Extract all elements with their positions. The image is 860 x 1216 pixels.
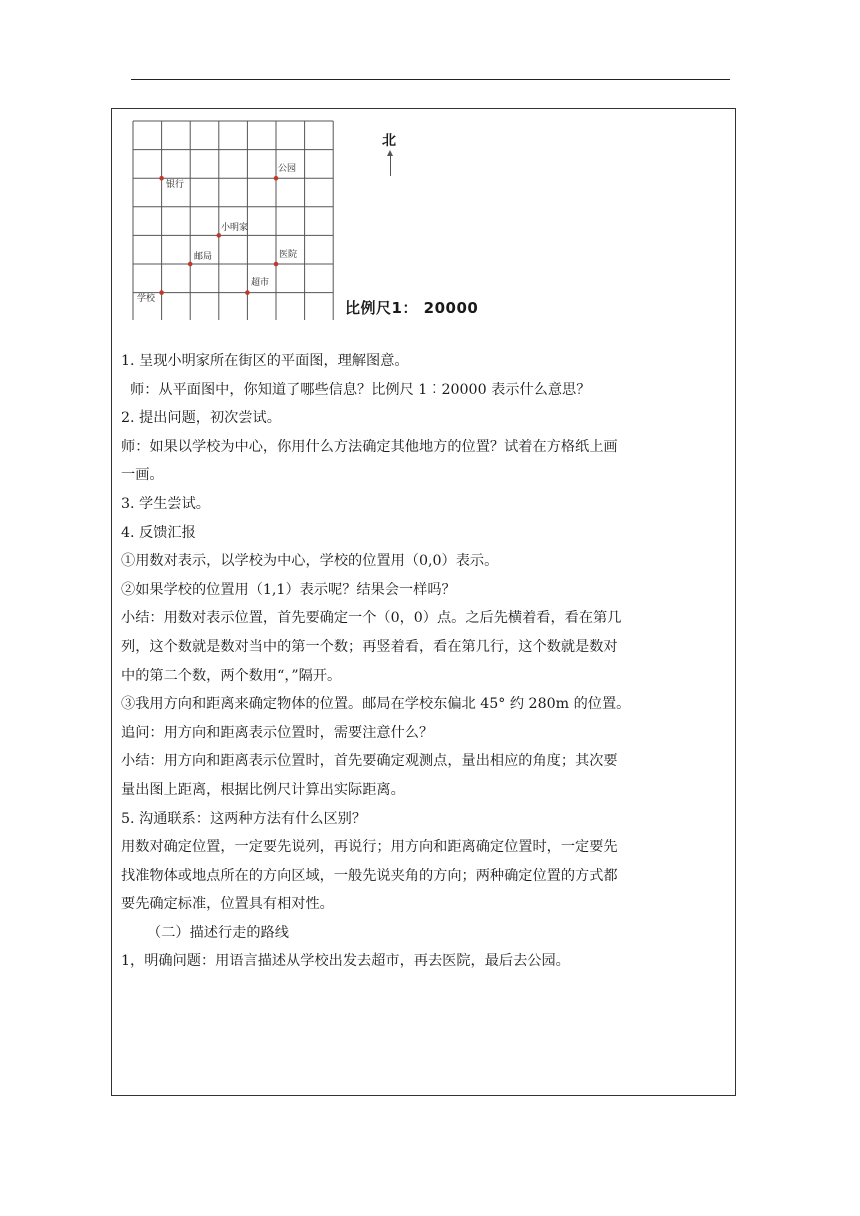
map-label-hospital: 医院 bbox=[279, 250, 298, 260]
header-rule bbox=[131, 79, 730, 80]
text-line: 一画。 bbox=[121, 467, 164, 484]
map-label-post-office: 邮局 bbox=[194, 252, 213, 262]
text-line: 要先确定标准，位置具有相对性。 bbox=[121, 896, 334, 913]
text-line: 追问：用方向和距离表示位置时，需要注意什么？ bbox=[121, 724, 434, 741]
map-label-park: 公园 bbox=[278, 164, 297, 174]
bank-point bbox=[159, 176, 164, 181]
text-line: 用数对确定位置，一定要先说列，再说行；用方向和距离确定位置时，一定要先 bbox=[121, 839, 618, 856]
hospital-point bbox=[274, 262, 279, 267]
text-line: 量出图上距离，根据比例尺计算出实际距离。 bbox=[121, 781, 405, 798]
school-point bbox=[159, 290, 164, 295]
text-line: 2. 提出问题，初次尝试。 bbox=[121, 410, 281, 427]
park-point bbox=[274, 176, 279, 181]
map-svg bbox=[131, 120, 335, 320]
map-label-xiaoming-home: 小明家 bbox=[221, 223, 249, 233]
text-line: ②如果学校的位置用（1,1）表示呢？结果会一样吗？ bbox=[121, 581, 456, 598]
north-indicator bbox=[378, 130, 404, 180]
map-label-school: 学校 bbox=[137, 294, 156, 304]
text-line: 1. 呈现小明家所在街区的平面图，理解图意。 bbox=[121, 353, 409, 369]
text-line: 师：从平面图中，你知道了哪些信息？比例尺 1︰20000 表示什么意思？ bbox=[130, 381, 591, 398]
text-line: 4. 反馈汇报 bbox=[121, 524, 196, 541]
text-line: 小结：用数对表示位置，首先要确定一个（0，0）点。之后先横着看，看在第几 bbox=[121, 610, 622, 627]
north-arrow-icon bbox=[390, 152, 391, 176]
map-scale: 比例尺1： 20000 bbox=[345, 299, 479, 317]
street-map-grid bbox=[131, 120, 335, 320]
map-label-bank: 银行 bbox=[166, 180, 185, 190]
lesson-body bbox=[121, 347, 729, 976]
supermarket-point bbox=[245, 290, 250, 295]
text-line: 列，这个数就是数对当中的第一个数；再竖着看，看在第几行，这个数就是数对 bbox=[121, 638, 618, 655]
xiaoming-home-point bbox=[217, 233, 222, 238]
section-heading: （二）描述行走的路线 bbox=[147, 924, 289, 941]
text-line: 5. 沟通联系：这两种方法有什么区别？ bbox=[121, 810, 367, 827]
text-line: ①用数对表示，以学校为中心，学校的位置用（0,0）表示。 bbox=[121, 553, 499, 570]
text-line: 小结：用方向和距离表示位置时，首先要确定观测点，量出相应的角度；其次要 bbox=[121, 753, 618, 770]
text-line: ③我用方向和距离来确定物体的位置。邮局在学校东偏北 45° 约 280m 的位置。 bbox=[121, 696, 631, 713]
map-label-supermarket: 超市 bbox=[251, 278, 270, 288]
text-line: 师：如果以学校为中心，你用什么方法确定其他地方的位置？试着在方格纸上画 bbox=[121, 438, 618, 455]
text-line: 3. 学生尝试。 bbox=[121, 495, 210, 512]
text-line: 中的第二个数，两个数用“，”隔开。 bbox=[121, 667, 342, 684]
post-office-point bbox=[188, 262, 193, 267]
north-label: 北 bbox=[382, 133, 396, 149]
text-line: 1，明确问题：用语言描述从学校出发去超市，再去医院，最后去公园。 bbox=[121, 953, 570, 970]
text-line: 找准物体或地点所在的方向区域，一般先说夹角的方向；两种确定位置的方式都 bbox=[121, 867, 618, 884]
